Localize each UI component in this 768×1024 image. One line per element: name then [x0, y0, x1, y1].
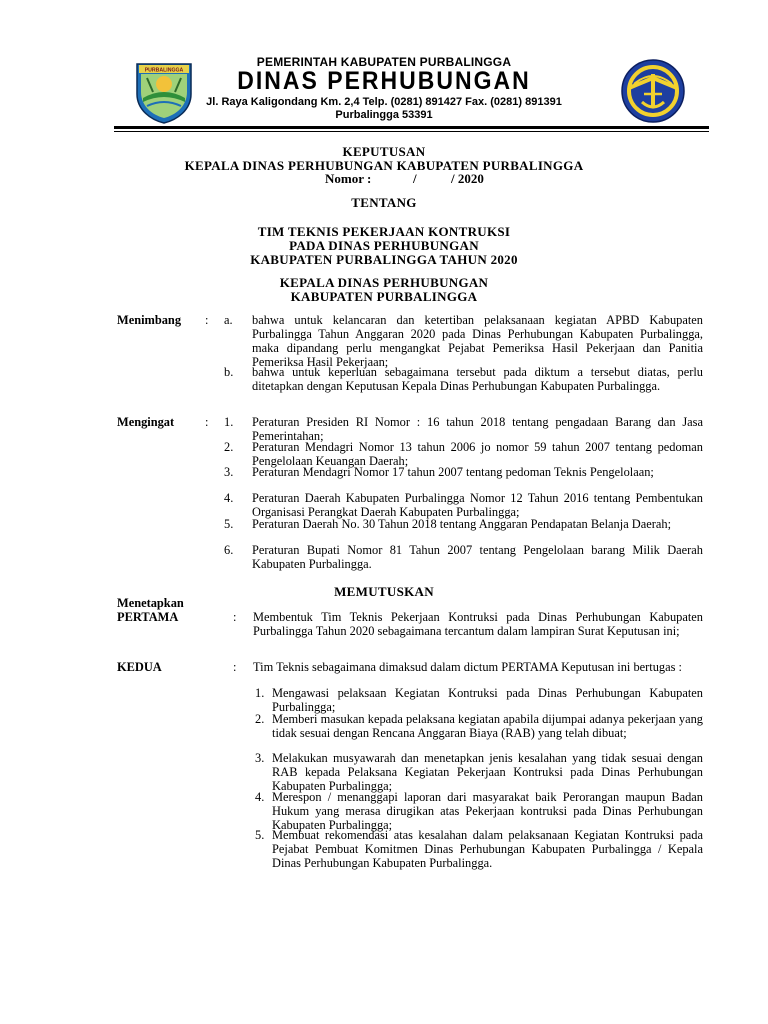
mengingat-colon: :	[205, 415, 209, 429]
kedua-item-3: Melakukan musyawarah dan menetapkan jenis kesalahan yang tidak sesuai dengan RAB kepada Pelaksana Kegiatan Pekerjaan Kontruksi pada Dinas Perhubungan Kabupaten Purbalingga;	[272, 751, 703, 793]
letterhead-city: Purbalingga 53391	[335, 109, 433, 121]
menimbang-colon: :	[205, 313, 209, 327]
mengingat-marker-4: 4.	[224, 491, 234, 505]
mengingat-item-3: Peraturan Mendagri Nomor 17 tahun 2007 tentang pedoman Teknis Pengelolaan;	[252, 465, 654, 479]
mengingat-item-1: Peraturan Presiden RI Nomor : 16 tahun 2018 tentang pengadaan Barang dan Jasa Pemerintahan;	[252, 415, 703, 443]
pertama-colon: :	[233, 610, 237, 624]
subject-line-2: PADA DINAS PERHUBUNGAN	[289, 238, 479, 253]
kedua-marker-1: 1.	[255, 686, 265, 700]
mengingat-label: Mengingat	[117, 415, 175, 429]
mengingat-marker-5: 5.	[224, 517, 234, 531]
about-heading: TENTANG	[351, 195, 417, 210]
svg-text:PURBALINGGA: PURBALINGGA	[144, 67, 184, 74]
number-separator: /	[413, 171, 417, 186]
number-year: / 2020	[451, 171, 484, 186]
letterhead-agency: DINAS PERHUBUNGAN	[237, 65, 531, 95]
menetapkan-label: Menetapkan	[117, 596, 184, 610]
kedua-item-1: Mengawasi pelaksaan Kegiatan Kontruksi pada Dinas Perhubungan Kabupaten Purbalingga;	[272, 686, 703, 714]
mengingat-item-6: Peraturan Bupati Nomor 81 Tahun 2007 tentang Pengelolaan barang Milik Daerah Kabupaten Purbalingga.	[252, 543, 703, 571]
official-line-1: KEPALA DINAS PERHUBUNGAN	[279, 275, 489, 290]
menimbang-marker-a: a.	[224, 313, 233, 327]
dinas-perhubungan-logo	[620, 58, 686, 124]
mengingat-item-2: Peraturan Mendagri Nomor 13 tahun 2006 jo nomor 59 tahun 2007 tentang pedoman Pengelolaan Keuangan Daerah;	[252, 440, 703, 468]
kedua-marker-4: 4.	[255, 790, 265, 804]
pertama-label: PERTAMA	[117, 610, 179, 624]
mengingat-item-4: Peraturan Daerah Kabupaten Purbalingga Nomor 12 Tahun 2016 tentang Pembentukan Organisasi Perangkat Daerah Kabupaten Purbalingga;	[252, 491, 703, 519]
kedua-colon: :	[233, 660, 237, 674]
official-line-2: KABUPATEN PURBALINGGA	[290, 289, 478, 304]
mengingat-marker-6: 6.	[224, 543, 234, 557]
number-label: Nomor :	[325, 171, 372, 186]
issuer-title: KEPALA DINAS PERHUBUNGAN KABUPATEN PURBALINGGA	[184, 158, 584, 173]
menimbang-item-a: bahwa untuk kelancaran dan ketertiban pelaksanaan kegiatan APBD Kabupaten Purbalingga Tahun Anggaran 2020 pada Dinas Perhubungan Kabupaten Purbalingga, maka dipandang perlu mengangkat Pejabat Pemeriksa Hasil Pekerjaan dan Panitia Pemeriksa Hasil Pekerjaan;	[252, 313, 703, 369]
kedua-marker-3: 3.	[255, 751, 265, 765]
memutuskan-heading: MEMUTUSKAN	[334, 584, 434, 599]
kedua-item-2: Memberi masukan kepada pelaksana kegiatan apabila dijumpai adanya pekerjaan yang tidak sesuai dengan Rencana Anggaran Biaya (RAB) yang telah dibuat;	[272, 712, 703, 740]
mengingat-marker-3: 3.	[224, 465, 234, 479]
menimbang-marker-b: b.	[224, 365, 234, 379]
subject-line-3: KABUPATEN PURBALINGGA TAHUN 2020	[250, 252, 518, 267]
mengingat-marker-1: 1.	[224, 415, 234, 429]
letterhead-rule-thick	[114, 126, 709, 129]
kedua-label: KEDUA	[117, 660, 162, 674]
letterhead-government: PEMERINTAH KABUPATEN PURBALINGGA	[256, 55, 512, 69]
mengingat-item-5: Peraturan Daerah No. 30 Tahun 2018 tentang Anggaran Pendapatan Belanja Daerah;	[252, 517, 672, 531]
mengingat-marker-2: 2.	[224, 440, 234, 454]
kedua-item-4: Merespon / menanggapi laporan dari masyarakat baik Perorangan maupun Badan Hukum yang merasa dirugikan atas Pekerjaan kontruksi pada Dinas Perhubungan Kabupaten Purbalingga;	[272, 790, 703, 832]
menimbang-label: Menimbang	[117, 313, 182, 327]
doc-type: KEPUTUSAN	[342, 144, 426, 159]
kedua-intro: Tim Teknis sebagaimana dimaksud dalam dictum PERTAMA Keputusan ini bertugas :	[253, 660, 682, 674]
pertama-text: Membentuk Tim Teknis Pekerjaan Kontruksi pada Dinas Perhubungan Kabupaten Purbalingga Tahun 2020 sebagaimana tercantum dalam lampiran Surat Keputusan ini;	[253, 610, 703, 638]
kedua-marker-5: 5.	[255, 828, 265, 842]
subject-line-1: TIM TEKNIS PEKERJAAN KONTRUKSI	[257, 224, 511, 239]
letterhead-rule-thin	[114, 131, 709, 132]
letterhead-address: Jl. Raya Kaligondang Km. 2,4 Telp. (0281) 891427 Fax. (0281) 891391	[206, 96, 562, 108]
kedua-item-5: Membuat rekomendasi atas kesalahan dalam pelaksanaan Kegiatan Kontruksi pada Pejabat Pembuat Komitmen Dinas Perhubungan Kabupaten Purbalingga / Kepala Dinas Perhubungan Kabupaten Purbalingga.	[272, 828, 703, 870]
menimbang-item-b: bahwa untuk keperluan sebagaimana tersebut pada diktum a tersebut diatas, perlu ditetapkan dengan Keputusan Kepala Dinas Perhubungan Kabupaten Purbalingga.	[252, 365, 703, 393]
kedua-marker-2: 2.	[255, 712, 265, 726]
